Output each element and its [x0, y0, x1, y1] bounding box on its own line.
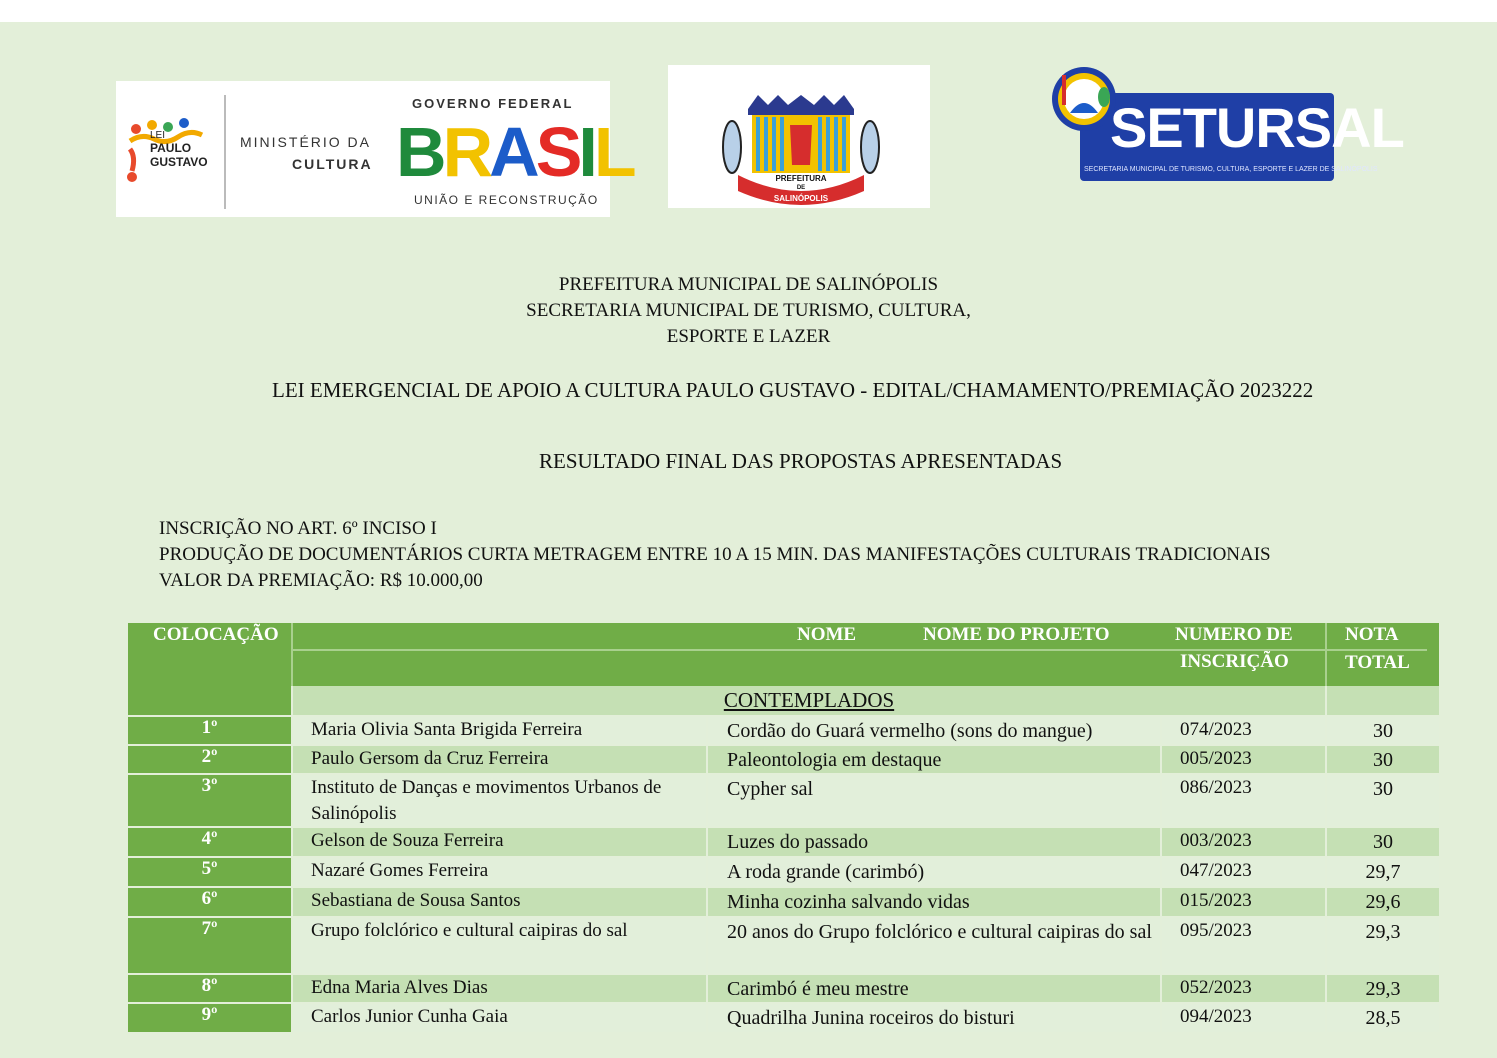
table-row — [128, 746, 1439, 773]
header-divider — [293, 649, 1325, 651]
header-line-1: PREFEITURA MUNICIPAL DE SALINÓPOLIS — [558, 274, 939, 295]
brasil-letter: R — [442, 113, 490, 191]
score-cell: 28,5 — [1327, 1004, 1439, 1032]
table-row — [128, 828, 1439, 856]
brasil-letter: B — [396, 113, 443, 191]
project-cell: Carimbó é meu mestre — [708, 975, 1160, 1002]
inscription-number-cell: 005/2023 — [1162, 746, 1325, 773]
inscription-number-cell: 095/2023 — [1162, 918, 1325, 973]
inscricao-line-1: INSCRIÇÃO NO ART. 6º INCISO I — [159, 518, 437, 539]
project-cell: Paleontologia em destaque — [708, 746, 1160, 773]
header-divider — [1325, 623, 1327, 686]
section-row — [128, 686, 1439, 715]
resultado-title: RESULTADO FINAL DAS PROPOSTAS APRESENTADAS — [539, 449, 1063, 473]
brasil-letter: A — [489, 113, 536, 191]
placement-cell: 3º — [128, 775, 291, 826]
prefeitura-label-top: PREFEITURA — [775, 174, 827, 183]
name-cell: Grupo folclórico e cultural caipiras do sal — [293, 918, 706, 973]
logo-divider — [224, 95, 226, 209]
brasil-letter: I — [578, 113, 594, 191]
name-cell: Instituto de Danças e movimentos Urbanos de Salinópolis — [293, 775, 706, 826]
placement-cell: 4º — [128, 828, 291, 856]
lei-label: LEI — [150, 130, 166, 141]
project-cell: Luzes do passado — [708, 828, 1160, 856]
project-cell: Cypher sal — [708, 775, 1160, 826]
prefeitura-salinopolis-logo — [668, 65, 930, 208]
score-cell: 29,7 — [1327, 858, 1439, 886]
section-left-cell — [128, 686, 291, 715]
governo-slogan: UNIÃO E RECONSTRUÇÃO — [414, 193, 599, 207]
brasil-wordmark — [396, 113, 633, 191]
name-cell: Sebastiana de Sousa Santos — [293, 888, 706, 916]
prefeitura-label-mid: DE — [796, 185, 806, 191]
table-row — [128, 717, 1439, 744]
prefeitura-label-bottom: SALINÓPOLIS — [773, 194, 829, 203]
table-header — [128, 623, 1439, 686]
header-numero-1: NUMERO DE — [1175, 624, 1293, 645]
placement-cell: 8º — [128, 975, 291, 1002]
name-cell: Carlos Junior Cunha Gaia — [293, 1004, 706, 1032]
placement-cell: 9º — [128, 1004, 291, 1032]
score-cell: 30 — [1327, 828, 1439, 856]
project-cell: 20 anos do Grupo folclórico e cultural caipiras do sal — [708, 918, 1160, 973]
name-cell: Gelson de Souza Ferreira — [293, 828, 706, 856]
placement-cell: 5º — [128, 858, 291, 886]
header-projeto: NOME DO PROJETO — [923, 624, 1110, 645]
inscricao-line-2: PRODUÇÃO DE DOCUMENTÁRIOS CURTA METRAGEM ENTRE 10 A 15 MIN. DAS MANIFESTAÇÕES CULTURAIS TRADICIONAIS — [159, 544, 1271, 565]
score-cell: 29,3 — [1327, 975, 1439, 1002]
inscription-number-cell: 003/2023 — [1162, 828, 1325, 856]
score-cell: 30 — [1327, 746, 1439, 773]
header-colocacao: COLOCAÇÃO — [153, 624, 279, 645]
header-numero-2: INSCRIÇÃO — [1180, 651, 1289, 672]
score-cell: 29,6 — [1327, 888, 1439, 916]
header-line-2: SECRETARIA MUNICIPAL DE TURISMO, CULTURA, — [526, 300, 971, 321]
placement-cell: 1º — [128, 717, 291, 744]
table-row — [128, 918, 1439, 973]
name-cell: Maria Olivia Santa Brigida Ferreira — [293, 717, 706, 744]
project-cell: Cordão do Guará vermelho (sons do mangue) — [708, 717, 1160, 744]
prefeitura-crest-icon — [718, 95, 884, 207]
section-right-cell — [1327, 686, 1439, 715]
placement-cell: 7º — [128, 918, 291, 973]
inscription-number-cell: 094/2023 — [1162, 1004, 1325, 1032]
table-row — [128, 858, 1439, 886]
header-divider — [291, 623, 293, 686]
project-cell: Quadrilha Junina roceiros do bisturi — [708, 1004, 1160, 1032]
table-row — [128, 975, 1439, 1002]
setursal-logo — [1050, 53, 1404, 183]
brasil-letter: L — [593, 113, 633, 191]
placement-cell: 6º — [128, 888, 291, 916]
project-cell: A roda grande (carimbó) — [708, 858, 1160, 886]
inscricao-line-3: VALOR DA PREMIAÇÃO: R$ 10.000,00 — [159, 570, 483, 591]
header-divider — [1327, 649, 1427, 651]
placement-cell: 2º — [128, 746, 291, 773]
section-label: CONTEMPLADOS — [293, 686, 1325, 715]
lei-paulo-gustavo-text — [150, 130, 208, 169]
header-line-3: ESPORTE E LAZER — [666, 326, 831, 347]
ministerio-cultura-logo — [116, 81, 633, 217]
name-cell: Edna Maria Alves Dias — [293, 975, 706, 1002]
ministerio-line1: MINISTÉRIO DA — [240, 134, 372, 150]
name-cell: Nazaré Gomes Ferreira — [293, 858, 706, 886]
setursal-name: SETURSAL — [1110, 96, 1404, 159]
inscription-number-cell: 052/2023 — [1162, 975, 1325, 1002]
lei-name-paulo: PAULO — [150, 141, 192, 155]
inscription-number-cell: 086/2023 — [1162, 775, 1325, 826]
score-cell: 30 — [1327, 717, 1439, 744]
ministerio-line2: CULTURA — [292, 156, 373, 172]
inscription-number-cell: 047/2023 — [1162, 858, 1325, 886]
header-nota-2: TOTAL — [1345, 652, 1410, 673]
brasil-letter: S — [535, 113, 579, 191]
governo-federal-label: GOVERNO FEDERAL — [412, 96, 574, 111]
table-row — [128, 888, 1439, 916]
name-cell: Paulo Gersom da Cruz Ferreira — [293, 746, 706, 773]
setursal-emblem-icon — [1050, 53, 1118, 143]
lei-title: LEI EMERGENCIAL DE APOIO A CULTURA PAULO GUSTAVO - EDITAL/CHAMAMENTO/PREMIAÇÃO 2023222 — [272, 378, 1314, 402]
table-row — [128, 775, 1439, 826]
table-row — [128, 1004, 1439, 1032]
inscription-number-cell: 015/2023 — [1162, 888, 1325, 916]
header-nota-1: NOTA — [1345, 624, 1399, 645]
setursal-subtitle: SECRETARIA MUNICIPAL DE TURISMO, CULTURA, ESPORTE E LAZER DE SALINÓPOLIS — [1084, 166, 1378, 173]
header-nome: NOME — [797, 624, 857, 645]
lei-name-gustavo: GUSTAVO — [150, 155, 208, 169]
project-cell: Minha cozinha salvando vidas — [708, 888, 1160, 916]
inscription-number-cell: 074/2023 — [1162, 717, 1325, 744]
ministerio-text — [240, 131, 373, 175]
score-cell: 29,3 — [1327, 918, 1439, 973]
score-cell: 30 — [1327, 775, 1439, 826]
document-page — [0, 22, 1497, 1058]
